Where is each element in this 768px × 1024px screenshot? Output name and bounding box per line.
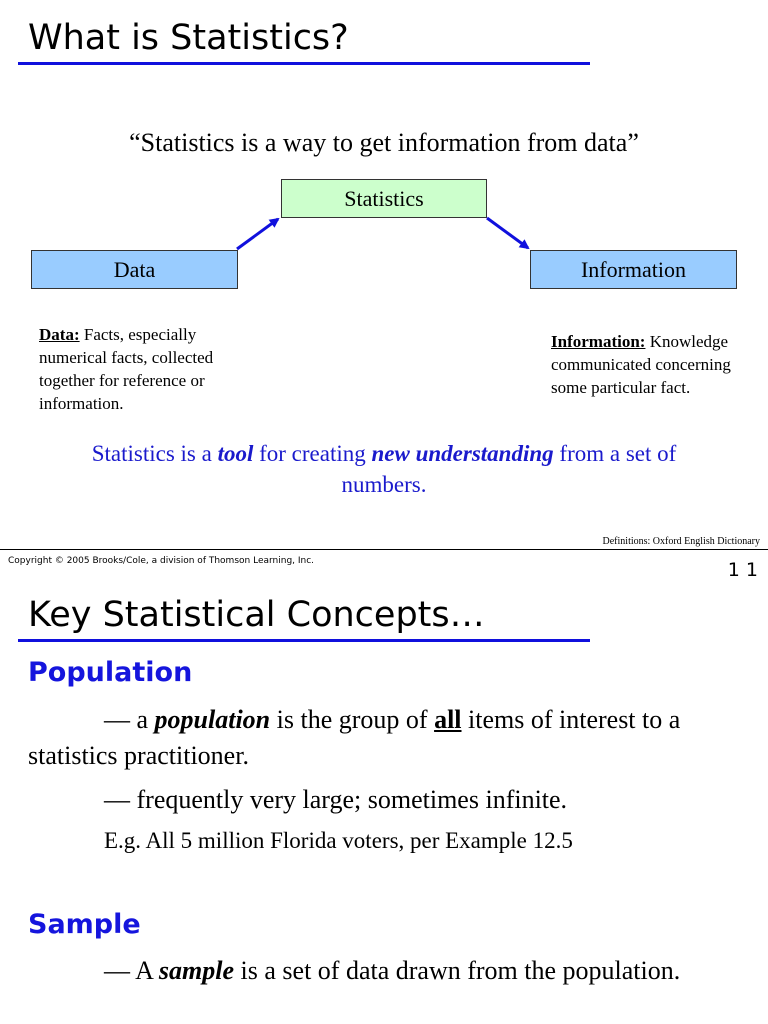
tool-statement	[50, 438, 718, 500]
all-emphasis: all	[434, 705, 462, 734]
new-understanding-emphasis: new understanding	[371, 441, 554, 466]
information-definition-text: Knowledge communicated concerning some particular fact.	[551, 332, 731, 397]
population-text-part: items of interest to a statistics practitioner.	[28, 705, 681, 770]
tool-emphasis: tool	[217, 441, 254, 466]
sample-text-part: — A	[104, 956, 159, 985]
statistics-box: Statistics	[281, 179, 487, 218]
flow-arrows	[0, 0, 768, 300]
arrow-statistics-to-information	[487, 218, 528, 248]
population-text-part: is the group of	[270, 705, 435, 734]
data-definition-text: Facts, especially numerical facts, collected together for reference or information.	[39, 325, 214, 413]
sample-definition	[28, 953, 758, 989]
sample-term: sample	[158, 956, 235, 985]
data-definition	[39, 323, 249, 415]
slide-title: Key Statistical Concepts…	[28, 595, 485, 635]
sample-text-part: is a set of data drawn from the population.	[234, 956, 681, 985]
population-heading: Population	[28, 657, 193, 688]
data-term: Data:	[39, 325, 80, 344]
tool-statement-part: Statistics is a	[91, 441, 218, 466]
sample-heading: Sample	[28, 909, 141, 940]
arrow-data-to-statistics	[237, 219, 278, 249]
source-note: Definitions: Oxford English Dictionary	[602, 536, 760, 547]
information-term: Information:	[551, 332, 646, 351]
tool-statement-part: from a set of numbers.	[341, 441, 677, 497]
slide-title: What is Statistics?	[28, 18, 349, 58]
population-definition	[28, 702, 758, 774]
information-definition	[551, 330, 763, 399]
copyright: Copyright © 2005 Brooks/Cole, a division of Thomson Learning, Inc.	[8, 556, 315, 566]
data-box: Data	[31, 250, 238, 289]
information-box: Information	[530, 250, 737, 289]
population-text-part: — a	[104, 705, 155, 734]
title-underline	[18, 639, 590, 642]
population-example: E.g. All 5 million Florida voters, per Example 12.5	[104, 828, 573, 853]
population-size-note: — frequently very large; sometimes infinite.	[104, 785, 568, 814]
tool-statement-part: for creating	[253, 441, 372, 466]
quote: “Statistics is a way to get information from data”	[129, 128, 639, 157]
slide-divider	[0, 549, 768, 550]
slide-number: 1 1	[727, 559, 758, 581]
population-term: population	[154, 705, 271, 734]
